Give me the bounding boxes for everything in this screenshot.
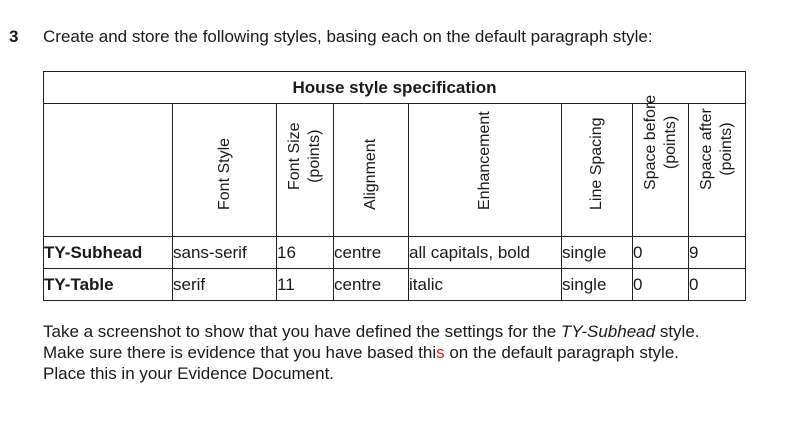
header-enhancement: [409, 104, 562, 237]
header-alignment-label: Alignment: [362, 138, 379, 210]
closing-line-1-end: style.: [655, 322, 700, 341]
closing-line-2-start: Make sure there is evidence that you have based thi: [43, 343, 437, 362]
header-font-size-label: Font Size: [286, 122, 303, 190]
style-name: TY-Subhead: [44, 237, 173, 269]
header-blank: [44, 104, 173, 237]
closing-line-1: [43, 321, 700, 342]
header-font-size-unit: (points): [306, 129, 323, 183]
header-line-spacing-label: Line Spacing: [588, 117, 605, 210]
font-size-cell: 11: [277, 269, 334, 301]
header-space-after-label: Space after: [698, 108, 715, 190]
closing-instructions: [43, 321, 700, 384]
closing-line-3: Place this in your Evidence Document.: [43, 364, 335, 383]
header-font-size: [277, 104, 334, 237]
alignment-cell: centre: [334, 237, 409, 269]
table-row: [44, 237, 746, 269]
header-font-style-label: Font Style: [215, 137, 233, 210]
font-size-cell: 16: [277, 237, 334, 269]
closing-line-2: [43, 342, 700, 363]
header-line-spacing: [562, 104, 633, 237]
house-style-table: [43, 71, 746, 301]
alignment-cell: centre: [334, 269, 409, 301]
header-space-after-unit: (points): [718, 122, 735, 176]
red-marked-letter: s: [436, 343, 445, 362]
header-enhancement-label: Enhancement: [476, 111, 493, 210]
line-spacing-cell: single: [562, 269, 633, 301]
header-alignment: [334, 104, 409, 237]
space-before-cell: 0: [633, 237, 689, 269]
header-space-after: [689, 104, 746, 237]
header-space-before-unit: (points): [661, 115, 679, 170]
question-number: 3: [9, 27, 19, 46]
header-space-before: [633, 94, 689, 237]
space-after-cell: 0: [689, 269, 746, 301]
header-font-style: [173, 104, 277, 237]
table-row: [44, 269, 746, 301]
style-name-emphasis: TY-Subhead: [560, 322, 656, 341]
font-style-cell: serif: [173, 269, 277, 301]
font-style-cell: sans-serif: [173, 237, 277, 269]
line-spacing-cell: single: [562, 237, 633, 269]
enhancement-cell: all capitals, bold: [409, 237, 562, 269]
space-after-cell: 9: [689, 237, 746, 269]
enhancement-cell: italic: [409, 269, 562, 301]
closing-line-2-end: on the default paragraph style.: [444, 343, 680, 362]
question-instruction: Create and store the following styles, basing each on the default paragraph style:: [43, 27, 653, 46]
header-space-before-label: Space before: [641, 94, 659, 190]
header-row: [44, 104, 746, 237]
table-title: House style specification: [44, 72, 746, 104]
closing-line-1-start: Take a screenshot to show that you have defined the settings for the: [43, 322, 561, 341]
space-before-cell: 0: [633, 269, 689, 301]
style-name: TY-Table: [44, 269, 173, 301]
